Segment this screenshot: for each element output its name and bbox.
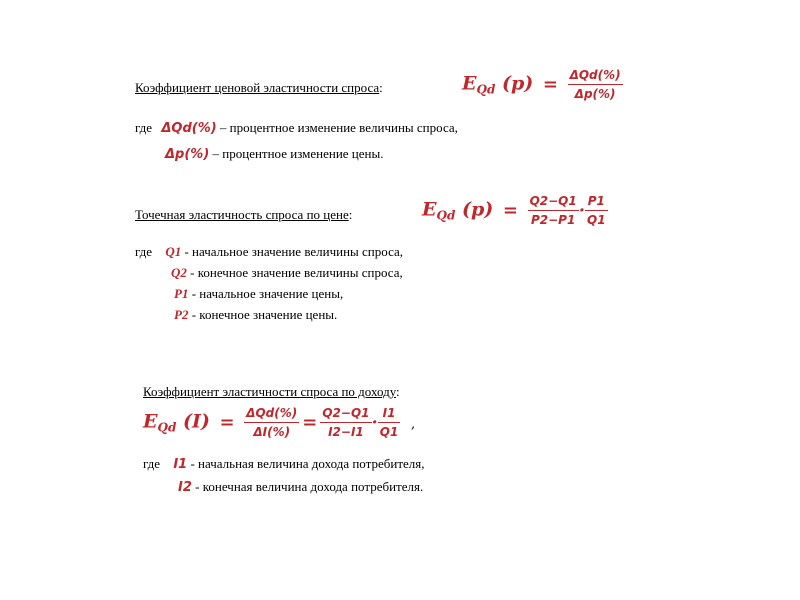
fraction-numerator: ΔQd(%) — [244, 404, 299, 423]
definition-text: – процентное изменение величины спроса, — [219, 120, 458, 135]
formula-arg: (p) — [461, 198, 494, 221]
definition-text: - начальная величина дохода потребителя, — [190, 456, 425, 471]
where-label: где — [135, 244, 153, 259]
definition-line-1 — [135, 120, 458, 136]
formula-fraction-1 — [244, 404, 299, 441]
formula-dot: · — [371, 412, 378, 433]
fraction-numerator: ΔQd(%) — [568, 66, 623, 85]
formula-fraction-2 — [320, 404, 371, 441]
fraction-denominator: Q1 — [587, 213, 606, 227]
point-elasticity-formula — [422, 192, 608, 229]
fraction-numerator: P1 — [585, 192, 608, 211]
formula-fraction-1 — [528, 192, 579, 229]
point-definition-3 — [174, 286, 343, 302]
definition-text: – процентное изменение цены. — [212, 146, 384, 161]
definition-symbol: P2 — [174, 307, 189, 322]
definition-text: - конечная величина дохода потребителя. — [195, 479, 424, 494]
formula-e: E — [462, 72, 477, 95]
point-elasticity-title: Точечная эластичность спроса по цене — [135, 207, 349, 222]
where-label: где — [143, 456, 161, 471]
fraction-numerator: Q2−Q1 — [320, 404, 371, 423]
formula-e: E — [422, 198, 437, 221]
definition-symbol: Q2 — [171, 265, 187, 280]
formula-equals-1: = — [219, 412, 235, 433]
income-elasticity-title: Коэффициент эластичности спроса по доходу — [143, 384, 397, 399]
definition-text: - конечное значение величины спроса, — [190, 265, 403, 280]
formula-sub: Qd — [476, 82, 496, 97]
fraction-denominator: I2−I1 — [328, 425, 364, 439]
definition-symbol: I1 — [173, 457, 188, 472]
income-elasticity-title-line — [143, 384, 400, 400]
definition-text: - начальное значение цены, — [191, 286, 344, 301]
point-definition-2 — [171, 265, 403, 281]
formula-sub: Qd — [157, 420, 177, 435]
title-colon: : — [396, 384, 400, 399]
definition-symbol: Δp(%) — [165, 147, 210, 162]
definition-symbol: ΔQd(%) — [161, 121, 217, 136]
definition-text: - конечное значение цены. — [191, 307, 338, 322]
fraction-denominator: Δp(%) — [574, 87, 616, 101]
definition-text: - начальное значение величины спроса, — [184, 244, 404, 259]
formula-fraction — [568, 66, 623, 103]
formula-dot: · — [578, 200, 585, 221]
fraction-numerator: Q2−Q1 — [528, 192, 579, 211]
formula-fraction-2 — [585, 192, 608, 229]
income-definition-2 — [178, 479, 423, 495]
formula-equals: = — [502, 200, 518, 221]
where-label: где — [135, 120, 153, 135]
price-elasticity-formula — [462, 66, 623, 103]
formula-arg: (I) — [182, 410, 210, 433]
fraction-denominator: ΔI(%) — [253, 425, 291, 439]
title-colon: : — [379, 80, 383, 95]
fraction-numerator: I1 — [378, 404, 401, 423]
point-definition-1 — [135, 244, 403, 260]
formula-sub: Qd — [436, 208, 456, 223]
title-colon: : — [348, 207, 353, 222]
formula-fraction-3 — [378, 404, 401, 441]
formula-comma: , — [410, 416, 416, 432]
point-definition-4 — [174, 307, 337, 323]
formula-equals-2: = — [302, 412, 318, 433]
formula-equals: = — [542, 74, 558, 95]
point-elasticity-title-line — [135, 207, 352, 223]
definition-line-2 — [165, 146, 383, 162]
income-definition-1 — [143, 456, 425, 472]
price-elasticity-title-line — [135, 80, 383, 96]
definition-symbol: I2 — [178, 480, 192, 495]
fraction-denominator: Q1 — [379, 425, 399, 439]
definition-symbol: Q1 — [165, 244, 182, 259]
income-elasticity-formula — [143, 404, 415, 441]
definition-symbol: P1 — [174, 286, 189, 301]
formula-arg: (p) — [501, 72, 534, 95]
price-elasticity-title: Коэффициент ценовой эластичности спроса — [135, 80, 380, 95]
fraction-denominator: P2−P1 — [530, 213, 576, 227]
formula-e: E — [143, 410, 158, 433]
